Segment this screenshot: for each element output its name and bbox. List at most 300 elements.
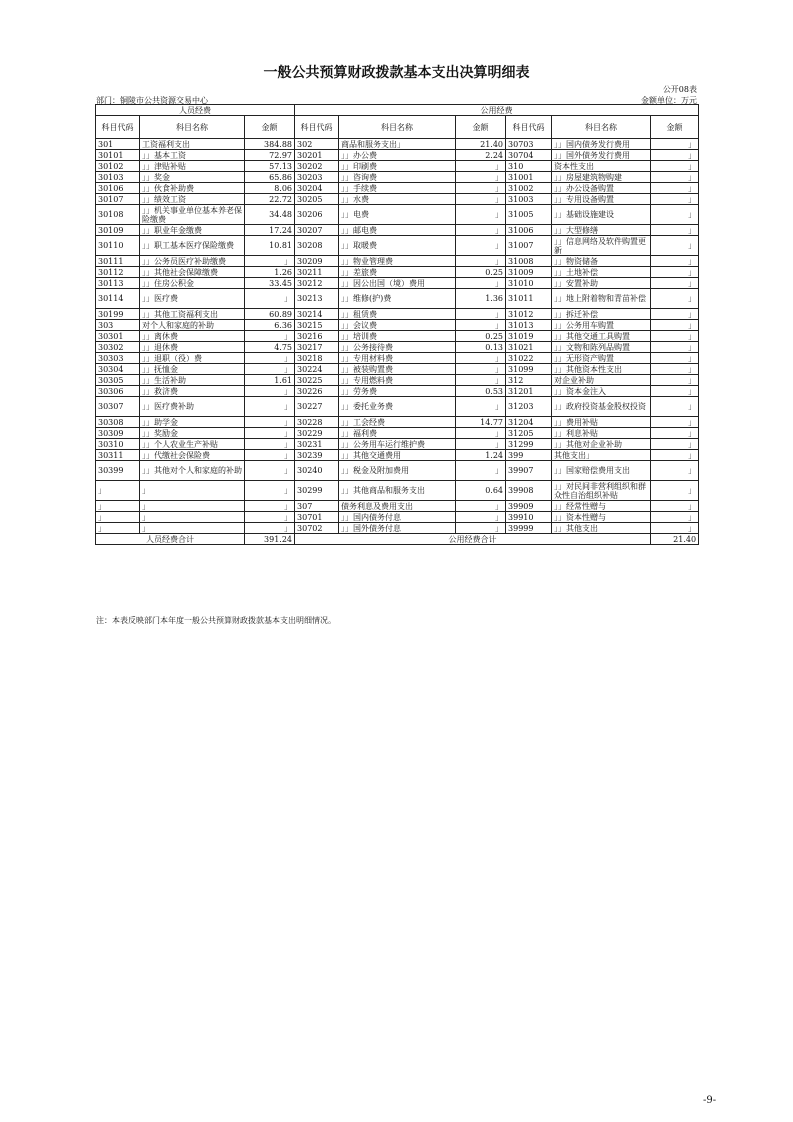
personnel-amount-cell: 」	[245, 481, 295, 501]
table-body	[96, 139, 699, 534]
table-row	[96, 353, 699, 364]
public-code-cell-2: 31203	[506, 397, 552, 417]
public-name-cell-2: 」」国外债务发行费用	[552, 150, 651, 161]
public-code-cell-2: 31005	[506, 205, 552, 225]
table-row	[96, 150, 699, 161]
public-amount-cell: 」	[456, 353, 506, 364]
personnel-code-cell: 30308	[96, 417, 140, 428]
personnel-name-cell: 」」职业年金缴费	[140, 225, 245, 236]
table-row	[96, 512, 699, 523]
public-name-cell-2: 」」其他资本性支出	[552, 364, 651, 375]
public-code-cell-2: 31009	[506, 267, 552, 278]
public-name-cell-2: 」」房屋建筑物购建	[552, 172, 651, 183]
table-row	[96, 225, 699, 236]
public-name-cell: 债务利息及费用支出	[339, 501, 456, 512]
public-name-cell: 」」国外债务付息	[339, 523, 456, 534]
public-amount-cell-2: 」	[651, 194, 699, 205]
public-code-cell-2: 31001	[506, 172, 552, 183]
table-note: 注：本表反映部门本年度一般公共预算财政拨款基本支出明细情况。	[96, 616, 336, 625]
personnel-amount-cell: 34.48	[245, 205, 295, 225]
personnel-code-cell: 30301	[96, 331, 140, 342]
public-amount-cell: 」	[456, 205, 506, 225]
public-amount-cell-2: 」	[651, 375, 699, 386]
public-amount-cell: 」	[456, 501, 506, 512]
personnel-total-amount: 391.24	[245, 534, 295, 545]
public-code-cell-2: 31019	[506, 331, 552, 342]
personnel-code-cell: 30101	[96, 150, 140, 161]
personnel-amount-cell: 72.97	[245, 150, 295, 161]
public-amount-cell: 」	[456, 278, 506, 289]
public-amount-cell: 」	[456, 397, 506, 417]
public-name-cell-2: 其他支出」	[552, 450, 651, 461]
table-row	[96, 172, 699, 183]
public-name-cell: 」」印刷费	[339, 161, 456, 172]
public-amount-cell-2: 」	[651, 386, 699, 397]
personnel-code-cell: 」	[96, 501, 140, 512]
public-code-cell: 30208	[295, 236, 339, 256]
personnel-amount-cell: 1.26	[245, 267, 295, 278]
public-code-cell-2: 310	[506, 161, 552, 172]
public-amount-cell-2: 」	[651, 331, 699, 342]
public-code-cell: 30201	[295, 150, 339, 161]
personnel-amount-cell: 6.36	[245, 320, 295, 331]
personnel-name-cell: 」	[140, 481, 245, 501]
personnel-amount-cell: 」	[245, 439, 295, 450]
personnel-code-cell: 30111	[96, 256, 140, 267]
public-code-cell-2: 31013	[506, 320, 552, 331]
personnel-code-cell: 30113	[96, 278, 140, 289]
public-name-cell: 」」维修(护)费	[339, 289, 456, 309]
public-amount-cell: 」	[456, 364, 506, 375]
public-name-cell: 」」被装购置费	[339, 364, 456, 375]
public-code-cell-2: 39908	[506, 481, 552, 501]
public-name-cell-2: 」」其他对企业补助	[552, 439, 651, 450]
personnel-code-cell: 30305	[96, 375, 140, 386]
table-row	[96, 267, 699, 278]
table-row	[96, 386, 699, 397]
public-amount-cell-2: 」	[651, 417, 699, 428]
personnel-name-cell: 」」津贴补贴	[140, 161, 245, 172]
public-code-cell: 30205	[295, 194, 339, 205]
personnel-code-cell: 」	[96, 512, 140, 523]
public-name-cell: 」」取暖费	[339, 236, 456, 256]
personnel-amount-cell: 22.72	[245, 194, 295, 205]
public-amount-cell: 」	[456, 512, 506, 523]
table-row	[96, 364, 699, 375]
public-name-cell: 」」公务用车运行维护费	[339, 439, 456, 450]
personnel-name-cell: 」」住房公积金	[140, 278, 245, 289]
public-code-cell-2: 31021	[506, 342, 552, 353]
public-amount-cell: 」	[456, 375, 506, 386]
public-amount-cell-2: 」	[651, 205, 699, 225]
personnel-amount-cell: 」	[245, 353, 295, 364]
public-amount-cell: 」	[456, 428, 506, 439]
public-name-cell: 」」办公费	[339, 150, 456, 161]
personnel-code-cell: 30310	[96, 439, 140, 450]
public-name-cell: 商品和服务支出」	[339, 139, 456, 150]
public-code-cell-2: 31006	[506, 225, 552, 236]
public-amount-cell-2: 」	[651, 139, 699, 150]
public-amount-cell-2: 」	[651, 309, 699, 320]
column-header-name: 科目名称	[140, 116, 245, 139]
table-row	[96, 342, 699, 353]
personnel-code-cell: 30304	[96, 364, 140, 375]
public-amount-cell-2: 」	[651, 150, 699, 161]
public-name-cell: 」」其他交通费用	[339, 450, 456, 461]
table-row	[96, 309, 699, 320]
public-amount-cell-2: 」	[651, 428, 699, 439]
public-code-cell-2: 39999	[506, 523, 552, 534]
column-header-amount: 金额	[651, 116, 699, 139]
personnel-amount-cell: 384.88	[245, 139, 295, 150]
public-amount-cell-2: 」	[651, 278, 699, 289]
public-code-cell: 30214	[295, 309, 339, 320]
department-label: 部门：铜陵市公共资源交易中心	[96, 96, 208, 105]
public-amount-cell: 21.40	[456, 139, 506, 150]
table-row	[96, 417, 699, 428]
page-number: -9-	[703, 1095, 717, 1106]
public-amount-cell-2: 」	[651, 225, 699, 236]
public-amount-cell-2: 」	[651, 501, 699, 512]
public-code-cell: 30702	[295, 523, 339, 534]
personnel-name-cell: 」」退职（役）费	[140, 353, 245, 364]
amount-unit-label: 金额单位：万元	[641, 96, 697, 105]
public-code-cell: 30701	[295, 512, 339, 523]
public-amount-cell: 」	[456, 309, 506, 320]
personnel-name-cell: 工资福利支出	[140, 139, 245, 150]
personnel-name-cell: 」	[140, 512, 245, 523]
public-amount-cell: 1.36	[456, 289, 506, 309]
personnel-amount-cell: 10.81	[245, 236, 295, 256]
personnel-name-cell: 」」机关事业单位基本养老保险缴费	[140, 205, 245, 225]
table-row	[96, 278, 699, 289]
table-row	[96, 331, 699, 342]
table-row	[96, 397, 699, 417]
personnel-name-cell: 」」离休费	[140, 331, 245, 342]
public-amount-cell: 」	[456, 256, 506, 267]
personnel-total-label: 人员经费合计	[96, 534, 245, 545]
totals-row	[96, 534, 699, 545]
public-code-cell-2: 31008	[506, 256, 552, 267]
personnel-amount-cell: 33.45	[245, 278, 295, 289]
public-code-cell: 30204	[295, 183, 339, 194]
public-code-cell: 302	[295, 139, 339, 150]
public-code-cell: 30211	[295, 267, 339, 278]
public-code-cell-2: 39907	[506, 461, 552, 481]
public-code-cell-2: 30703	[506, 139, 552, 150]
public-code-cell-2: 31003	[506, 194, 552, 205]
public-name-cell-2: 」」其他交通工具购置	[552, 331, 651, 342]
personnel-code-cell: 30307	[96, 397, 140, 417]
personnel-amount-cell: 」	[245, 331, 295, 342]
personnel-name-cell: 」」其他社会保障缴费	[140, 267, 245, 278]
public-amount-cell-2: 」	[651, 320, 699, 331]
expenditure-detail-table	[95, 104, 699, 545]
table-row	[96, 139, 699, 150]
public-name-cell: 」」其他商品和服务支出	[339, 481, 456, 501]
personnel-amount-cell: 」	[245, 450, 295, 461]
public-amount-cell: 0.64	[456, 481, 506, 501]
public-amount-cell-2: 」	[651, 450, 699, 461]
public-name-cell: 」」咨询费	[339, 172, 456, 183]
column-header-amount: 金额	[245, 116, 295, 139]
personnel-name-cell: 」」抚恤金	[140, 364, 245, 375]
public-amount-cell-2: 」	[651, 256, 699, 267]
personnel-amount-cell: 1.61	[245, 375, 295, 386]
personnel-code-cell: 303	[96, 320, 140, 331]
public-name-cell-2: 」」其他支出	[552, 523, 651, 534]
public-code-cell: 30299	[295, 481, 339, 501]
public-code-cell: 30202	[295, 161, 339, 172]
public-name-cell: 」」工会经费	[339, 417, 456, 428]
public-code-cell-2: 31007	[506, 236, 552, 256]
public-code-cell: 30226	[295, 386, 339, 397]
personnel-code-cell: 30302	[96, 342, 140, 353]
personnel-amount-cell: 」	[245, 256, 295, 267]
public-name-cell-2: 」」对民间非营利组织和群众性自治组织补贴	[552, 481, 651, 501]
public-code-cell: 30203	[295, 172, 339, 183]
personnel-name-cell: 」」其他工资福利支出	[140, 309, 245, 320]
public-amount-cell: 」	[456, 172, 506, 183]
public-amount-cell-2: 」	[651, 353, 699, 364]
public-name-cell: 」」物业管理费	[339, 256, 456, 267]
public-code-cell: 307	[295, 501, 339, 512]
personnel-amount-cell: 8.06	[245, 183, 295, 194]
public-amount-cell-2: 」	[651, 512, 699, 523]
group-header-public: 公用经费	[295, 105, 699, 116]
personnel-code-cell: 30110	[96, 236, 140, 256]
personnel-amount-cell: 」	[245, 417, 295, 428]
public-amount-cell-2: 」	[651, 461, 699, 481]
public-name-cell-2: 」」资本金注入	[552, 386, 651, 397]
public-code-cell: 30231	[295, 439, 339, 450]
public-amount-cell: 」	[456, 194, 506, 205]
public-name-cell: 」」委托业务费	[339, 397, 456, 417]
personnel-name-cell: 」	[140, 523, 245, 534]
public-amount-cell: 」	[456, 225, 506, 236]
public-name-cell-2: 」」利息补贴	[552, 428, 651, 439]
public-code-cell-2: 31022	[506, 353, 552, 364]
table-row	[96, 194, 699, 205]
public-amount-cell-2: 」	[651, 236, 699, 256]
public-name-cell-2: 」」物资储备	[552, 256, 651, 267]
personnel-code-cell: 30108	[96, 205, 140, 225]
personnel-name-cell: 」」救济费	[140, 386, 245, 397]
table-row	[96, 523, 699, 534]
public-amount-cell: 」	[456, 161, 506, 172]
form-number: 公开08表	[662, 85, 697, 94]
public-name-cell-2: 」」拆迁补偿	[552, 309, 651, 320]
personnel-amount-cell: 」	[245, 501, 295, 512]
public-code-cell-2: 31299	[506, 439, 552, 450]
table-row	[96, 289, 699, 309]
table-row	[96, 161, 699, 172]
personnel-amount-cell: 60.89	[245, 309, 295, 320]
table-row	[96, 236, 699, 256]
public-name-cell: 」」电费	[339, 205, 456, 225]
public-amount-cell: 」	[456, 320, 506, 331]
column-header-code: 科目代码	[96, 116, 140, 139]
personnel-amount-cell: 」	[245, 512, 295, 523]
public-name-cell: 」」邮电费	[339, 225, 456, 236]
public-name-cell: 」」劳务费	[339, 386, 456, 397]
public-code-cell-2: 39910	[506, 512, 552, 523]
public-code-cell: 30228	[295, 417, 339, 428]
public-name-cell: 」」专用燃料费	[339, 375, 456, 386]
personnel-amount-cell: 」	[245, 386, 295, 397]
personnel-code-cell: 30303	[96, 353, 140, 364]
public-name-cell: 」」会议费	[339, 320, 456, 331]
personnel-name-cell: 」」生活补助	[140, 375, 245, 386]
public-amount-cell: 1.24	[456, 450, 506, 461]
public-code-cell-2: 31010	[506, 278, 552, 289]
public-amount-cell: 0.53	[456, 386, 506, 397]
public-amount-cell: 14.77	[456, 417, 506, 428]
personnel-code-cell: 30103	[96, 172, 140, 183]
public-code-cell-2: 312	[506, 375, 552, 386]
public-amount-cell: 2.24	[456, 150, 506, 161]
public-code-cell: 30206	[295, 205, 339, 225]
public-name-cell: 」」租赁费	[339, 309, 456, 320]
personnel-code-cell: 30306	[96, 386, 140, 397]
public-amount-cell: 0.25	[456, 267, 506, 278]
public-code-cell-2: 31204	[506, 417, 552, 428]
public-code-cell: 30207	[295, 225, 339, 236]
public-amount-cell-2: 」	[651, 342, 699, 353]
public-total-label: 公用经费合计	[295, 534, 651, 545]
public-amount-cell-2: 」	[651, 364, 699, 375]
column-header-amount: 金额	[456, 116, 506, 139]
personnel-amount-cell: 」	[245, 428, 295, 439]
table-row	[96, 375, 699, 386]
personnel-code-cell: 30199	[96, 309, 140, 320]
public-name-cell-2: 」」地上附着物和青苗补偿	[552, 289, 651, 309]
group-header-personnel: 人员经费	[96, 105, 295, 116]
table-row	[96, 320, 699, 331]
public-name-cell-2: 」」经常性赠与	[552, 501, 651, 512]
public-amount-cell-2: 」	[651, 267, 699, 278]
public-name-cell: 」」专用材料费	[339, 353, 456, 364]
public-code-cell-2: 31205	[506, 428, 552, 439]
personnel-amount-cell: 」	[245, 523, 295, 534]
public-name-cell-2: 资本性支出	[552, 161, 651, 172]
table-row	[96, 450, 699, 461]
public-total-amount: 21.40	[651, 534, 699, 545]
personnel-code-cell: 30107	[96, 194, 140, 205]
public-code-cell: 30224	[295, 364, 339, 375]
public-name-cell: 」」差旅费	[339, 267, 456, 278]
personnel-name-cell: 」」公务员医疗补助缴费	[140, 256, 245, 267]
personnel-name-cell: 」」奖金	[140, 172, 245, 183]
personnel-code-cell: 」	[96, 481, 140, 501]
personnel-name-cell: 」」医疗费补助	[140, 397, 245, 417]
personnel-name-cell: 」」退休费	[140, 342, 245, 353]
public-amount-cell-2: 」	[651, 289, 699, 309]
personnel-code-cell: 30114	[96, 289, 140, 309]
public-name-cell: 」」水费	[339, 194, 456, 205]
personnel-name-cell: 」」基本工资	[140, 150, 245, 161]
public-code-cell: 30229	[295, 428, 339, 439]
public-name-cell-2: 」」资本性赠与	[552, 512, 651, 523]
public-code-cell-2: 39909	[506, 501, 552, 512]
public-code-cell-2: 31201	[506, 386, 552, 397]
table-row	[96, 461, 699, 481]
personnel-code-cell: 30109	[96, 225, 140, 236]
public-amount-cell: 」	[456, 236, 506, 256]
public-code-cell: 30216	[295, 331, 339, 342]
public-amount-cell: 0.13	[456, 342, 506, 353]
public-name-cell-2: 」」文物和陈列品购置	[552, 342, 651, 353]
public-name-cell-2: 」」办公设备购置	[552, 183, 651, 194]
public-code-cell: 30213	[295, 289, 339, 309]
public-amount-cell-2: 」	[651, 183, 699, 194]
personnel-amount-cell: 」	[245, 397, 295, 417]
table-row	[96, 481, 699, 501]
public-amount-cell-2: 」	[651, 481, 699, 501]
personnel-code-cell: 30106	[96, 183, 140, 194]
personnel-code-cell: 30309	[96, 428, 140, 439]
table-row	[96, 256, 699, 267]
table-row	[96, 439, 699, 450]
public-code-cell-2: 30704	[506, 150, 552, 161]
column-header-code: 科目代码	[295, 116, 339, 139]
public-name-cell: 」」福利费	[339, 428, 456, 439]
public-code-cell: 30209	[295, 256, 339, 267]
public-name-cell: 」」因公出国（境）费用	[339, 278, 456, 289]
public-amount-cell-2: 」	[651, 161, 699, 172]
public-code-cell-2: 31011	[506, 289, 552, 309]
public-code-cell-2: 31099	[506, 364, 552, 375]
personnel-code-cell: 」	[96, 523, 140, 534]
public-code-cell-2: 31012	[506, 309, 552, 320]
column-header-name: 科目名称	[552, 116, 651, 139]
personnel-name-cell: 对个人和家庭的补助	[140, 320, 245, 331]
public-name-cell-2: 」」土地补偿	[552, 267, 651, 278]
public-amount-cell: 0.25	[456, 331, 506, 342]
public-amount-cell-2: 」	[651, 523, 699, 534]
public-name-cell: 」」手续费	[339, 183, 456, 194]
personnel-amount-cell: 57.13	[245, 161, 295, 172]
personnel-code-cell: 30399	[96, 461, 140, 481]
public-name-cell-2: 」」专用设备购置	[552, 194, 651, 205]
personnel-name-cell: 」」伙食补助费	[140, 183, 245, 194]
public-name-cell-2: 」」政府投资基金股权投资	[552, 397, 651, 417]
public-name-cell: 」」培训费	[339, 331, 456, 342]
public-code-cell: 30240	[295, 461, 339, 481]
personnel-name-cell: 」」其他对个人和家庭的补助	[140, 461, 245, 481]
column-header-code: 科目代码	[506, 116, 552, 139]
personnel-code-cell: 30102	[96, 161, 140, 172]
table-row	[96, 501, 699, 512]
public-code-cell-2: 31002	[506, 183, 552, 194]
public-name-cell-2: 」」费用补贴	[552, 417, 651, 428]
personnel-code-cell: 30311	[96, 450, 140, 461]
public-amount-cell: 」	[456, 461, 506, 481]
public-code-cell: 30227	[295, 397, 339, 417]
public-name-cell-2: 」」大型修缮	[552, 225, 651, 236]
personnel-amount-cell: 」	[245, 364, 295, 375]
personnel-code-cell: 301	[96, 139, 140, 150]
personnel-name-cell: 」」医疗费	[140, 289, 245, 309]
table-row	[96, 183, 699, 194]
public-code-cell: 30212	[295, 278, 339, 289]
public-name-cell-2: 」」国家赔偿费用支出	[552, 461, 651, 481]
public-name-cell-2: 」」无形资产购置	[552, 353, 651, 364]
personnel-name-cell: 」」个人农业生产补贴	[140, 439, 245, 450]
public-code-cell: 30217	[295, 342, 339, 353]
public-name-cell-2: 」」信息网络及软件购置更新	[552, 236, 651, 256]
public-amount-cell-2: 」	[651, 172, 699, 183]
